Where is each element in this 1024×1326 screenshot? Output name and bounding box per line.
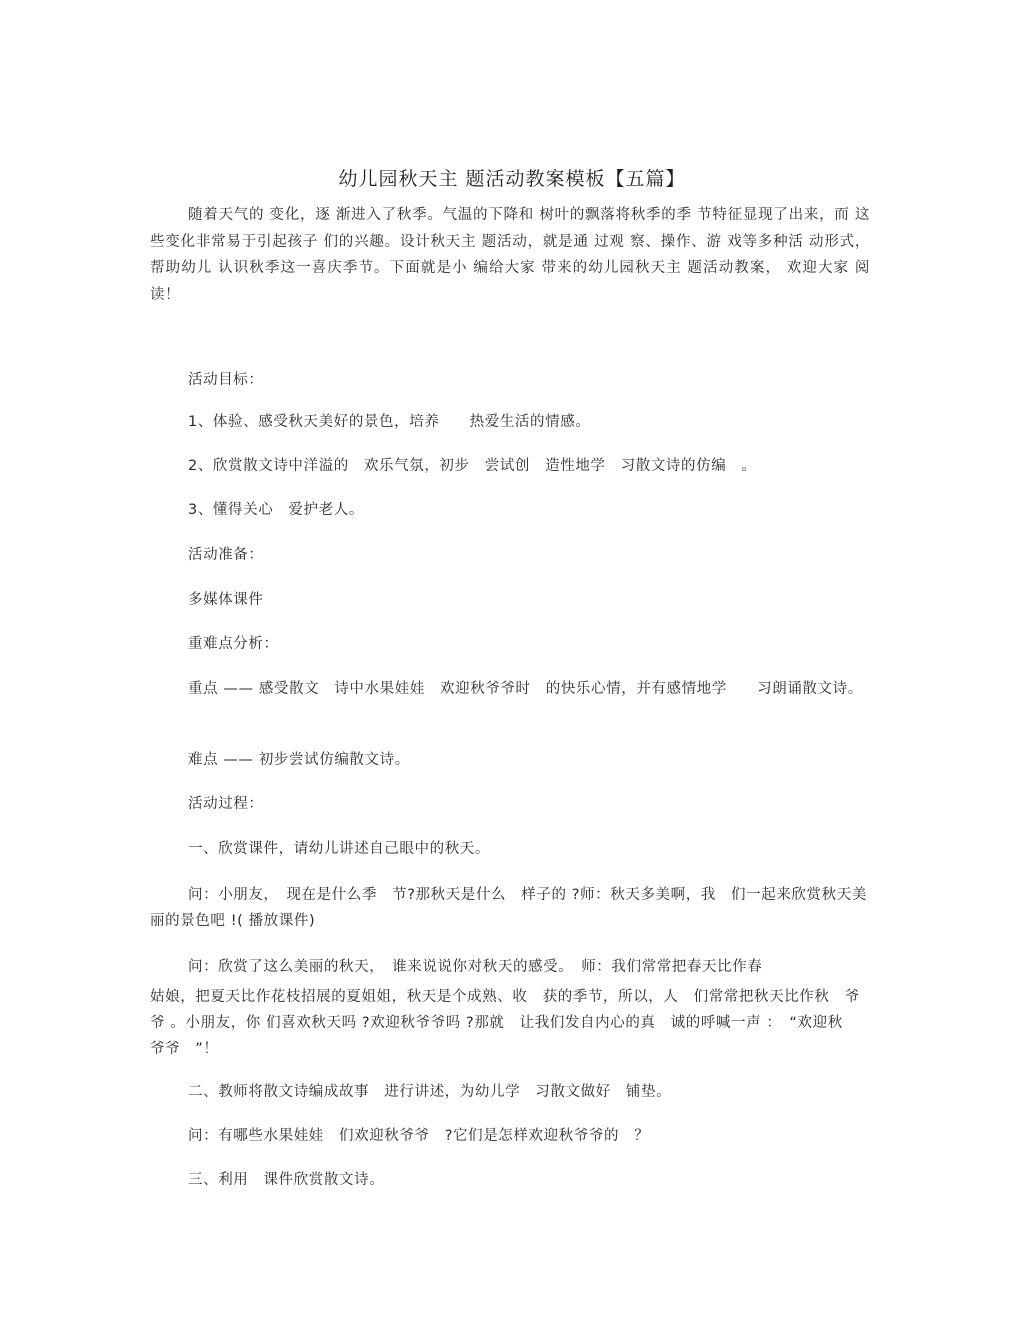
intro-paragraph: 随着天气的 变化，逐 渐进入了秋季。气温的下降和 树叶的飘落将秋季的季 节特征显现了出来，而 这些变化非常易于引起孩子 们的兴趣。设计秋天主 题活动，就是通 过观 察、操作、游 戏等多种活 动形式，帮助幼儿 认识秋季这一喜庆季节。下面就是小 编给大家 带来的幼儿园秋天主 题活动教案， 欢迎大家 阅读！ [150,207,870,303]
document-title: 幼儿园秋天主 题活动教案模板【五篇】 [338,168,686,190]
key-point-text: 重点 —— 感受散文 诗中水果娃娃 欢迎秋爷爷时 的快乐心情，并有感情地学 习朗诵散文诗。 [188,681,863,697]
section-heading-preparation: 活动准备： [188,547,264,563]
question-paragraph-2: 问：欣赏了这么美丽的秋天， 谁来说说你对秋天的感受。 师：我们常常把春天比作春 [188,959,763,975]
goal-item-3: 3、懂得关心 爱护老人。 [188,502,364,518]
process-step-3: 三、利用 课件欣赏散文诗。 [188,1172,385,1188]
section-heading-process: 活动过程： [188,796,264,812]
goal-item-2: 2、欣赏散文诗中洋溢的 欢乐气氛，初步 尝试创 造性地学 习散文诗的仿编 。 [188,458,757,474]
goal-item-1: 1、体验、感受秋天美好的景色，培养 热爱生活的情感。 [188,414,591,430]
difficult-point-text: 难点 —— 初步尝试仿编散文诗。 [188,752,410,768]
question-paragraph-1: 问：小朋友， 现在是什么季 节?那秋天是什么 样子的 ?师：秋天多美啊，我 们一起来欣赏秋天美 丽的景色吧 !( 播放课件) [150,887,883,929]
process-step-2: 二、教师将散文诗编成故事 进行讲述，为幼儿学 习散文做好 铺垫。 [188,1084,672,1100]
section-heading-analysis: 重难点分析： [188,636,279,652]
question-paragraph-3: 问：有哪些水果娃娃 们欢迎秋爷爷 ?它们是怎样欢迎秋爷爷的 ？ [188,1128,650,1144]
section-heading-goals: 活动目标： [188,372,264,388]
process-step-1: 一、欣赏课件，请幼儿讲述自己眼中的秋天。 [188,841,490,857]
question-paragraph-2-continued: 姑娘，把夏天比作花枝招展的夏姐姐，秋天是个成熟、收 获的季节，所以，人 们常常把秋天比作秋 爷爷 。小朋友，你 们喜欢秋天吗 ?欢迎秋爷爷吗 ?那就 让我们发自内心的真 诚的呼喊一声 ： “欢迎秋 爷爷 ”！ [150,989,860,1057]
preparation-text: 多媒体课件 [188,592,264,608]
